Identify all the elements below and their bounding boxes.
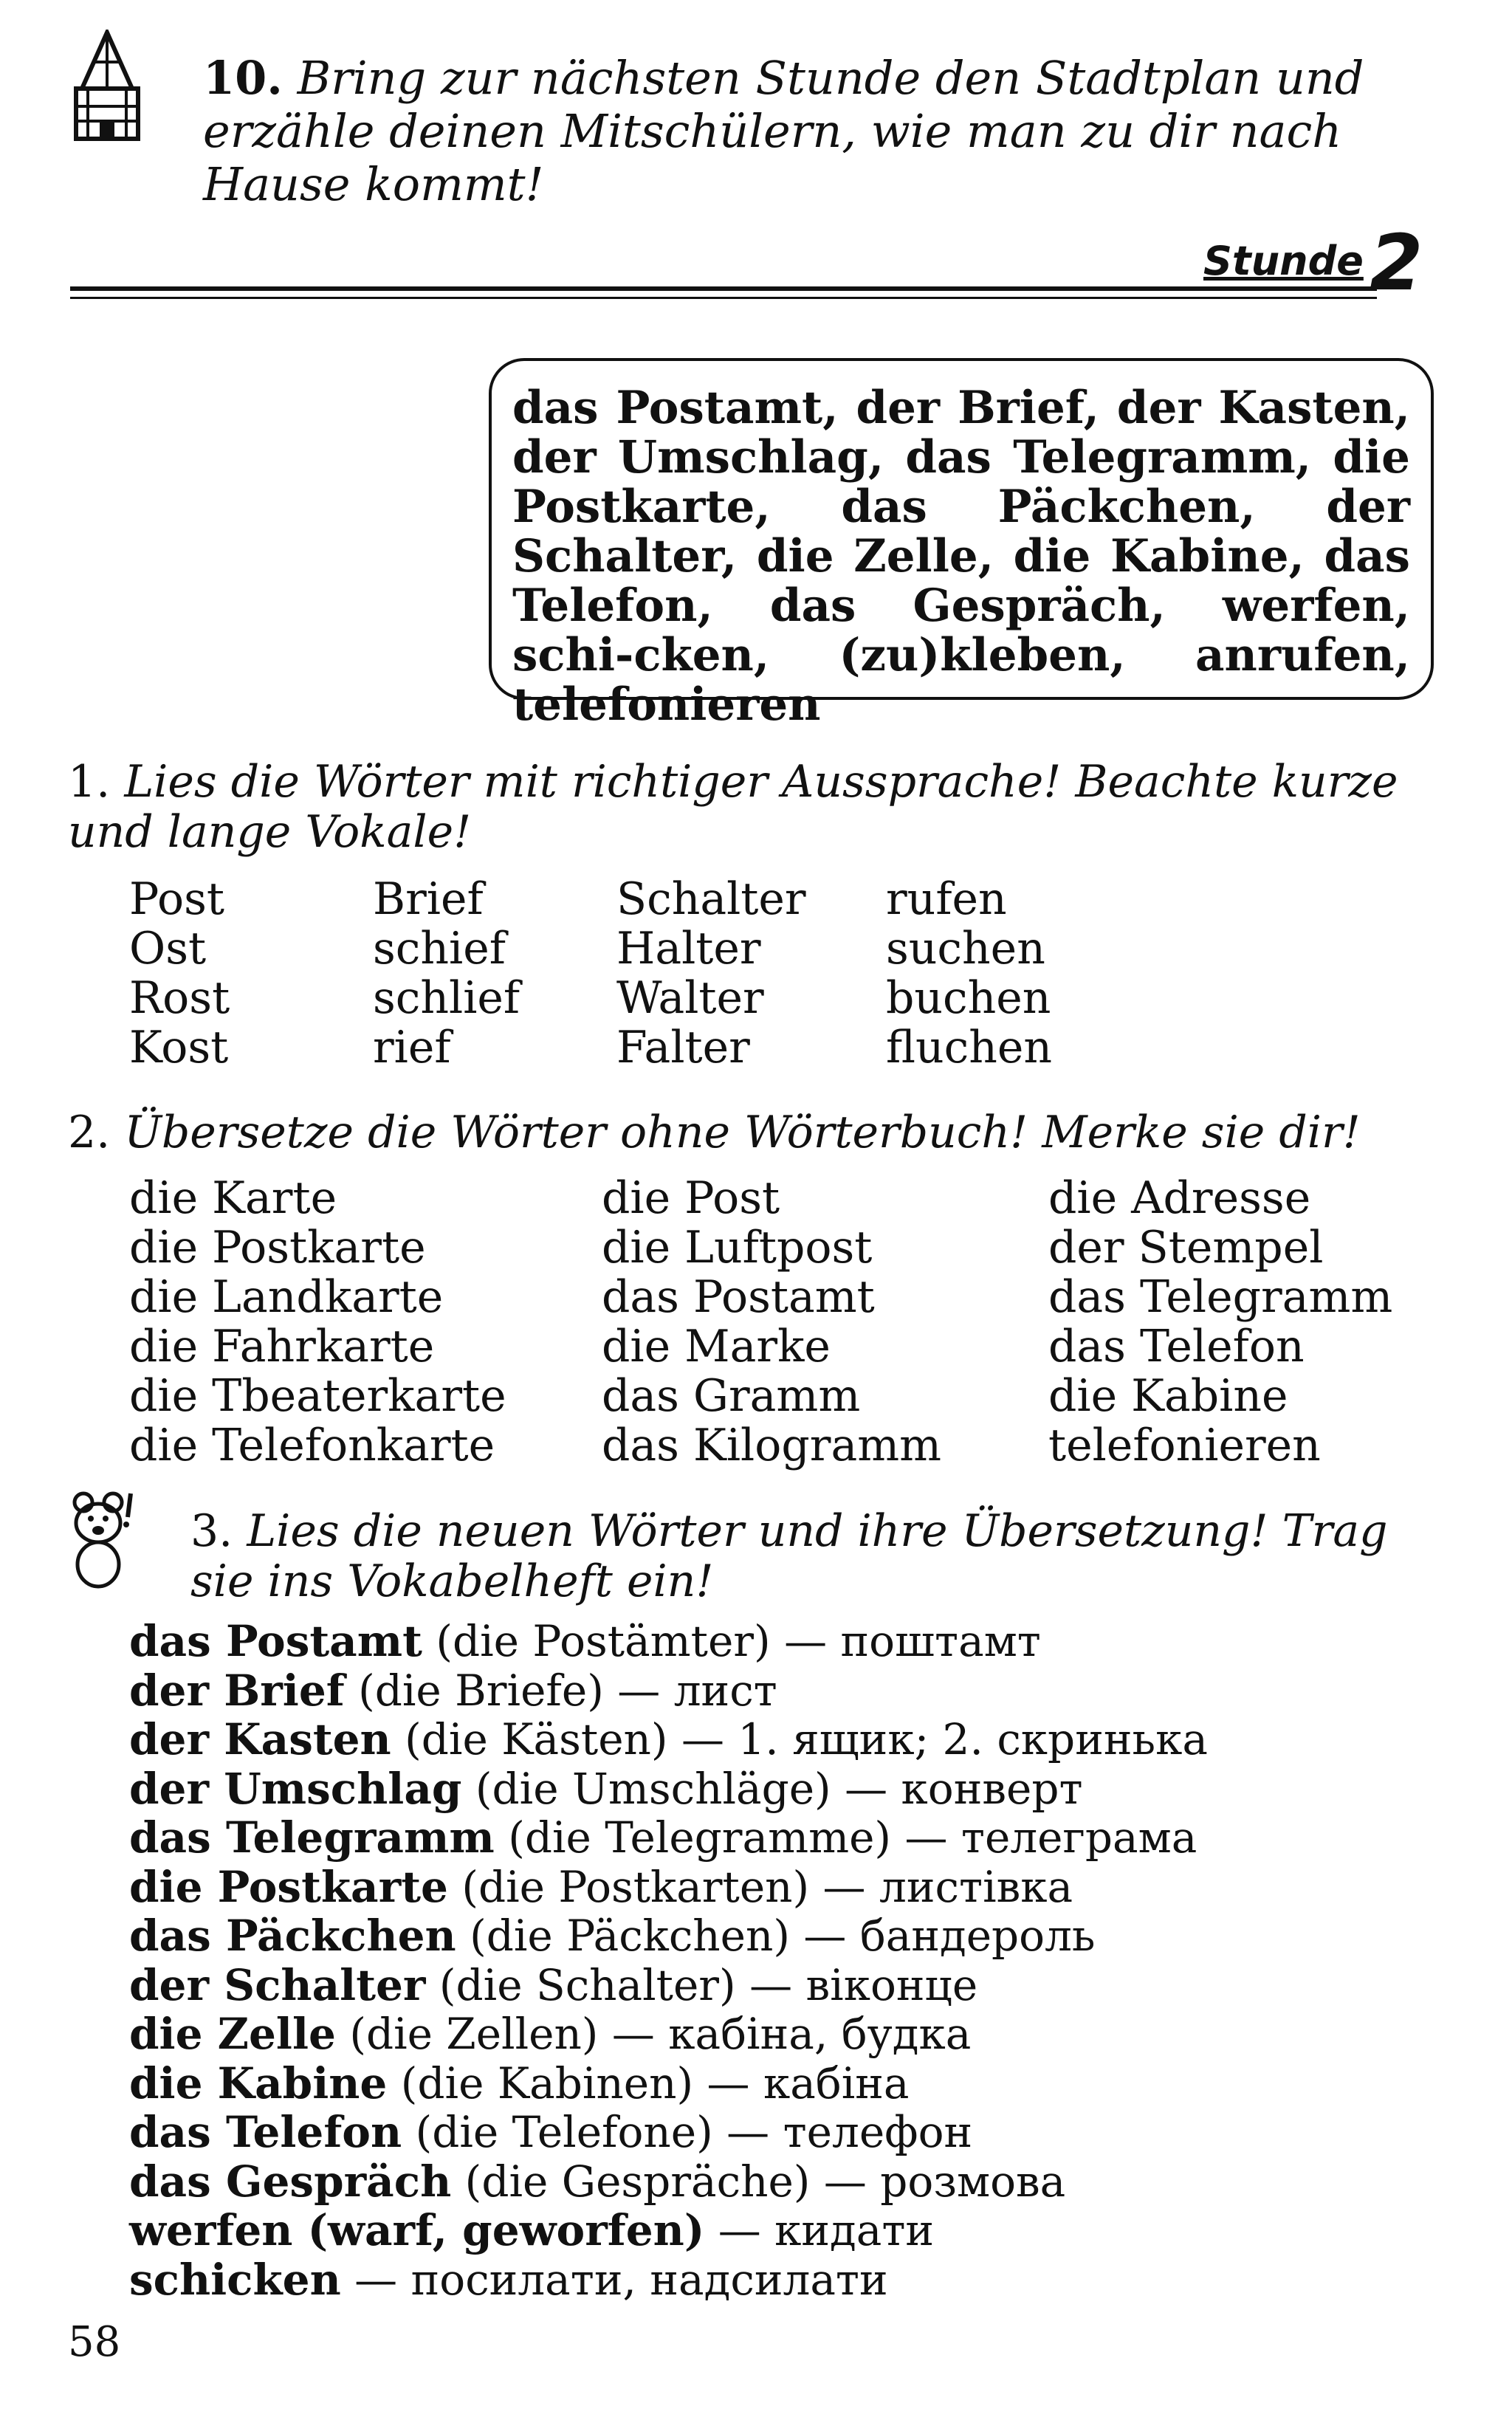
list-item xyxy=(129,2255,1208,2305)
stunde-rule-thin xyxy=(70,297,1377,299)
vocab-term: der Umschlag xyxy=(129,1763,462,1814)
table-row xyxy=(129,1273,1418,1322)
word: suchen xyxy=(886,923,1045,974)
vocab-term: schicken xyxy=(129,2254,341,2305)
vocabulary-list xyxy=(129,1617,1208,2304)
task-10-number: 10. xyxy=(203,51,283,105)
word: das Kilogramm xyxy=(602,1420,942,1471)
vocab-translation: (die Päckchen) — бандероль xyxy=(456,1911,1096,1961)
list-item xyxy=(129,1666,1208,1716)
word: die Tbeaterkarte xyxy=(129,1370,506,1422)
vocab-term: das Postamt xyxy=(129,1616,422,1666)
exercise-3-number: 3. xyxy=(190,1505,233,1557)
exercise-1-number: 1. xyxy=(68,756,111,808)
list-item xyxy=(129,1617,1208,1666)
vocab-translation: (die Zellen) — кабіна, будка xyxy=(335,2009,972,2059)
bear-icon xyxy=(63,1488,144,1598)
word: Ost xyxy=(129,923,207,974)
vocab-translation: (die Kabinen) — кабіна xyxy=(387,2058,910,2108)
vocab-term: das Päckchen xyxy=(129,1911,456,1961)
word: die Karte xyxy=(129,1172,337,1224)
word: schlief xyxy=(373,972,520,1024)
word: telefonieren xyxy=(1048,1420,1321,1471)
stunde-rule xyxy=(70,286,1377,291)
exercise-3-heading xyxy=(190,1506,1446,1606)
word: das Postamt xyxy=(602,1271,875,1323)
word: die Marke xyxy=(602,1321,831,1372)
vocab-term: der Brief xyxy=(129,1665,345,1716)
page-number: 58 xyxy=(68,2318,121,2366)
table-row xyxy=(129,875,1107,924)
table-row xyxy=(129,1372,1418,1421)
vocab-term: die Zelle xyxy=(129,2009,336,2059)
word: Post xyxy=(129,873,224,925)
word: Halter xyxy=(616,923,761,974)
stunde-label: Stunde xyxy=(1203,238,1364,284)
table-row xyxy=(129,974,1107,1023)
list-item xyxy=(129,1863,1208,1912)
word: schief xyxy=(373,923,506,974)
exercise-2-instruction: Übersetze die Wörter ohne Wörterbuch! Merke sie dir! xyxy=(124,1107,1361,1158)
list-item xyxy=(129,1813,1208,1863)
word: buchen xyxy=(886,972,1051,1024)
word: die Fahrkarte xyxy=(129,1321,435,1372)
list-item xyxy=(129,2108,1208,2157)
word: Rost xyxy=(129,972,230,1024)
word: die Landkarte xyxy=(129,1271,444,1323)
exercise-1-heading xyxy=(68,757,1441,857)
word: rief xyxy=(373,1022,451,1073)
vocabulary-box xyxy=(489,358,1434,731)
list-item xyxy=(129,2059,1208,2108)
word: Schalter xyxy=(616,873,806,925)
word: die Kabine xyxy=(1048,1370,1288,1422)
list-item xyxy=(129,1961,1208,2010)
vocab-term: das Telefon xyxy=(129,2107,402,2157)
word: das Telegramm xyxy=(1048,1271,1393,1323)
word: der Stempel xyxy=(1048,1222,1324,1273)
list-item xyxy=(129,1911,1208,1961)
word: die Post xyxy=(602,1172,780,1224)
vocab-translation: (die Telefone) — телефон xyxy=(402,2107,973,2157)
exercise-2-heading xyxy=(68,1107,1441,1158)
vocab-term: die Kabine xyxy=(129,2058,388,2108)
table-row xyxy=(129,1174,1418,1223)
vocab-term: der Kasten xyxy=(129,1714,391,1764)
list-item xyxy=(129,2157,1208,2207)
vocab-translation: (die Schalter) — віконце xyxy=(425,1959,978,2010)
word: Falter xyxy=(616,1022,750,1073)
task-10 xyxy=(203,52,1458,211)
vocab-translation: (die Gespräche) — розмова xyxy=(451,2156,1066,2207)
vocab-term: werfen (warf, geworfen) xyxy=(129,2205,705,2255)
vocab-translation: — кидати xyxy=(704,2205,935,2255)
table-row xyxy=(129,924,1107,974)
exercise-2-number: 2. xyxy=(68,1107,111,1158)
word: die Telefonkarte xyxy=(129,1420,495,1471)
table-row xyxy=(129,1223,1418,1273)
vocab-translation: (die Kästen) — 1. ящик; 2. скринька xyxy=(391,1714,1208,1764)
stunde-number: 2 xyxy=(1370,218,1423,308)
word: die Adresse xyxy=(1048,1172,1311,1224)
table-row xyxy=(129,1023,1107,1073)
list-item xyxy=(129,1764,1208,1814)
vocab-term: das Telegramm xyxy=(129,1812,495,1863)
task-10-text: Bring zur nächsten Stunde den Stadtplan und erzähle deinen Mitschülern, wie man zu dir nach Hause kommt! xyxy=(203,51,1364,211)
vocab-translation: (die Postämter) — поштамт xyxy=(422,1616,1041,1666)
house-icon xyxy=(70,30,144,148)
word: die Postkarte xyxy=(129,1222,426,1273)
word: das Telefon xyxy=(1048,1321,1305,1372)
table-row xyxy=(129,1421,1418,1471)
exercise-1-instruction: Lies die Wörter mit richtiger Aussprache! Beachte kurze und lange Vokale! xyxy=(68,756,1398,858)
exercise-1-table xyxy=(129,875,1107,1073)
vocab-translation: (die Telegramme) — телеграма xyxy=(494,1812,1197,1863)
word: fluchen xyxy=(886,1022,1053,1073)
word: das Gramm xyxy=(602,1370,861,1422)
word: Walter xyxy=(616,972,764,1024)
vocab-translation: (die Briefe) — лист xyxy=(344,1665,777,1716)
word: die Luftpost xyxy=(602,1222,873,1273)
exercise-3-instruction: Lies die neuen Wörter und ihre Übersetzung! Trag sie ins Vokabelheft ein! xyxy=(190,1505,1388,1607)
word: Brief xyxy=(373,873,484,925)
word: rufen xyxy=(886,873,1007,925)
vocab-translation: (die Postkarten) — листівка xyxy=(447,1861,1073,1912)
exercise-2-table xyxy=(129,1174,1418,1471)
vocab-term: die Postkarte xyxy=(129,1861,448,1912)
table-row xyxy=(129,1322,1418,1372)
vocab-term: der Schalter xyxy=(129,1959,426,2010)
vocab-term: das Gespräch xyxy=(129,2156,452,2207)
word: Kost xyxy=(129,1022,229,1073)
vocab-translation: (die Umschläge) — конверт xyxy=(461,1763,1083,1814)
vocab-translation: — посилати, надсилати xyxy=(340,2254,888,2305)
list-item xyxy=(129,2206,1208,2255)
vocabulary-box-text: das Postamt, der Brief, der Kasten, der Umschlag, das Telegramm, die Postkarte, das Päckchen, der Schalter, die Zelle, die Kabine, das Telefon, das Gespräch, werfen, schi-cken, (zu)kleben, anrufen, telefonieren xyxy=(512,382,1410,731)
list-item xyxy=(129,1715,1208,1764)
list-item xyxy=(129,2010,1208,2059)
